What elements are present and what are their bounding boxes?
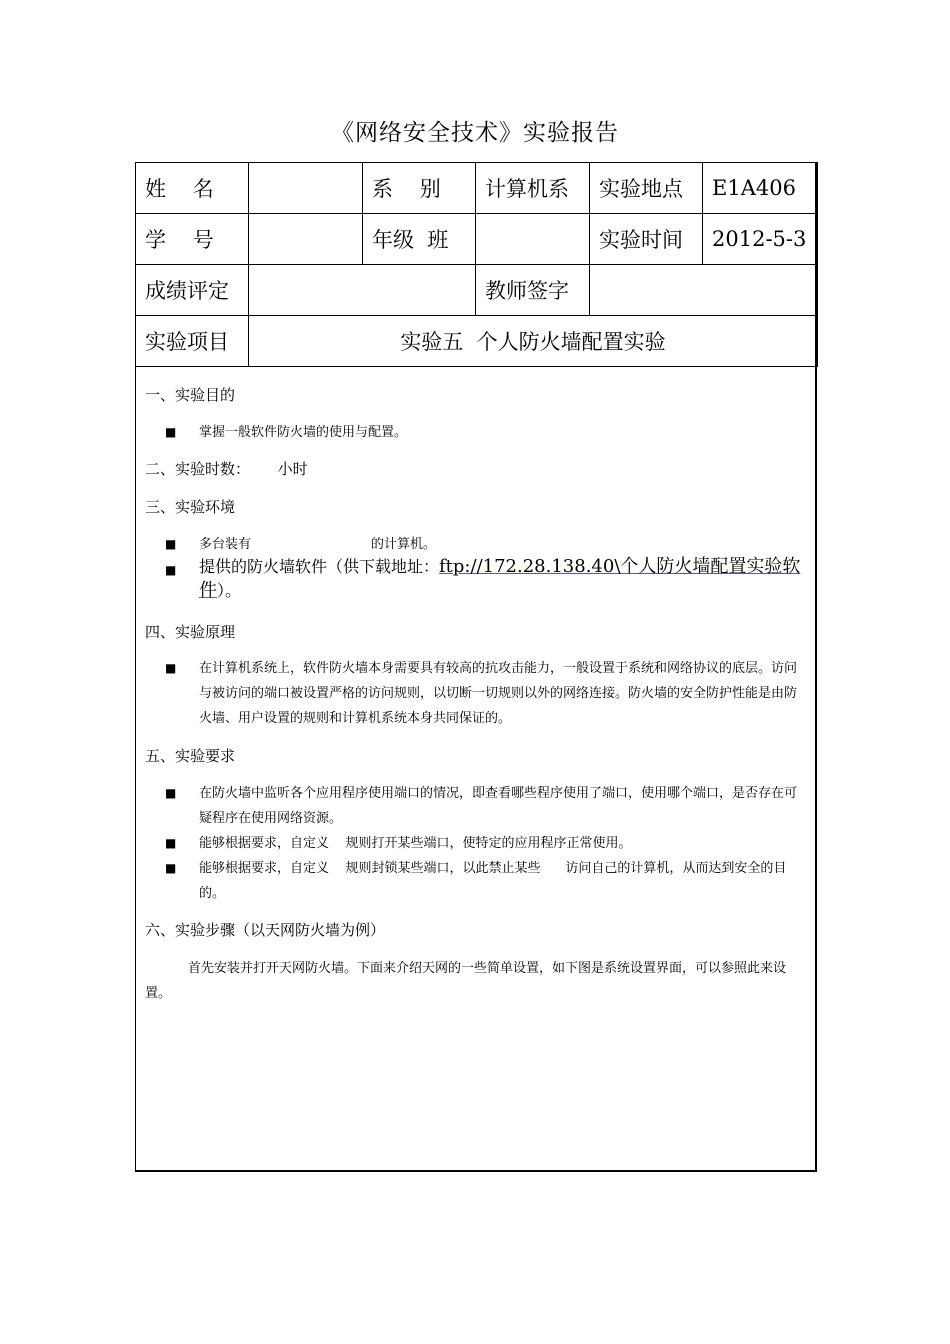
- score-value: [249, 265, 476, 316]
- bullet-icon: ■: [165, 537, 177, 551]
- s5-item-1: 在防火墙中监听各个应用程序使用端口的情况，即查看哪些程序使用了端口，使用哪个端口，是否存在可疑程序在使用网络资源。: [199, 786, 798, 826]
- location-value: E1A406: [703, 163, 818, 214]
- info-row-1: [136, 163, 818, 214]
- bullet-icon: ■: [165, 425, 177, 439]
- teacher-label: 教师签字: [476, 265, 590, 316]
- grade-label: 年级 班: [363, 214, 476, 265]
- teacher-value: [590, 265, 818, 316]
- info-row-3: [136, 265, 818, 316]
- grade-value: [476, 214, 590, 265]
- section-2-title: [145, 458, 308, 479]
- score-label: 成绩评定: [136, 265, 249, 316]
- id-label: 学 号: [136, 214, 249, 265]
- project-label: 实验项目: [136, 316, 249, 367]
- download-link-cont[interactable]: 件: [199, 580, 217, 601]
- bullet-icon: ■: [165, 563, 177, 577]
- dept-value: 计算机系: [476, 163, 590, 214]
- name-value: [249, 163, 363, 214]
- s3-item-1-b: 的计算机。: [371, 537, 437, 552]
- info-row-2: [136, 214, 818, 265]
- bullet-icon: ■: [165, 836, 177, 850]
- s4-item-1: 在计算机系统上，软件防火墙本身需要具有较高的抗攻击能力，一般设置于系统和网络协议的底层。访问与被访问的端口被设置严格的访问规则，以切断一切规则以外的网络连接。防火墙的安全防护性能是由防火墙、用户设置的规则和计算机系统本身共同保证的。: [199, 661, 798, 726]
- section-6-title: 六、实验步骤（以天网防火墙为例）: [145, 921, 386, 939]
- bullet-icon: ■: [165, 786, 177, 800]
- info-row-4: [136, 316, 818, 367]
- section-3-title: 三、实验环境: [145, 498, 236, 516]
- s1-item-1: 掌握一般软件防火墙的使用与配置。: [199, 425, 408, 440]
- s3-item-2-suffix: ）。: [217, 581, 242, 600]
- download-link[interactable]: ftp://172.28.138.40\个人防火墙配置实验软: [439, 556, 801, 577]
- bullet-icon: ■: [165, 661, 177, 675]
- s6-paragraph: 首先安装并打开天网防火墙。下面来介绍天网的一些简单设置，如下图是系统设置界面，可以参照此来设置。: [145, 961, 787, 1001]
- id-value: [249, 214, 363, 265]
- section-1-title: 一、实验目的: [145, 386, 236, 404]
- section-2-label: 二、实验时数：: [145, 460, 251, 478]
- bullet-icon: ■: [165, 861, 177, 875]
- location-label: 实验地点: [590, 163, 703, 214]
- section-4-title: 四、实验原理: [145, 623, 236, 641]
- s3-item-1-a: 多台装有: [199, 537, 252, 552]
- s5-item-2: 能够根据要求，自定义 规则打开某些端口，使特定的应用程序正常使用。: [199, 836, 632, 851]
- dept-label: 系 别: [363, 163, 476, 214]
- section-2-value: 小时: [277, 460, 308, 478]
- info-table: [135, 162, 818, 367]
- s5-item-3: 能够根据要求，自定义 规则封锁某些端口，以此禁止某些 访问自己的计算机，从而达到安全的目的。: [199, 861, 787, 901]
- page-title: 《网络安全技术》实验报告: [331, 120, 619, 146]
- section-5-title: 五、实验要求: [145, 747, 236, 765]
- time-value: 2012-5-3: [703, 214, 818, 265]
- s3-item-2-prefix: 提供的防火墙软件（供下载地址：: [199, 557, 440, 576]
- project-value: 实验五 个人防火墙配置实验: [249, 316, 818, 367]
- time-label: 实验时间: [590, 214, 703, 265]
- name-label: 姓 名: [136, 163, 249, 214]
